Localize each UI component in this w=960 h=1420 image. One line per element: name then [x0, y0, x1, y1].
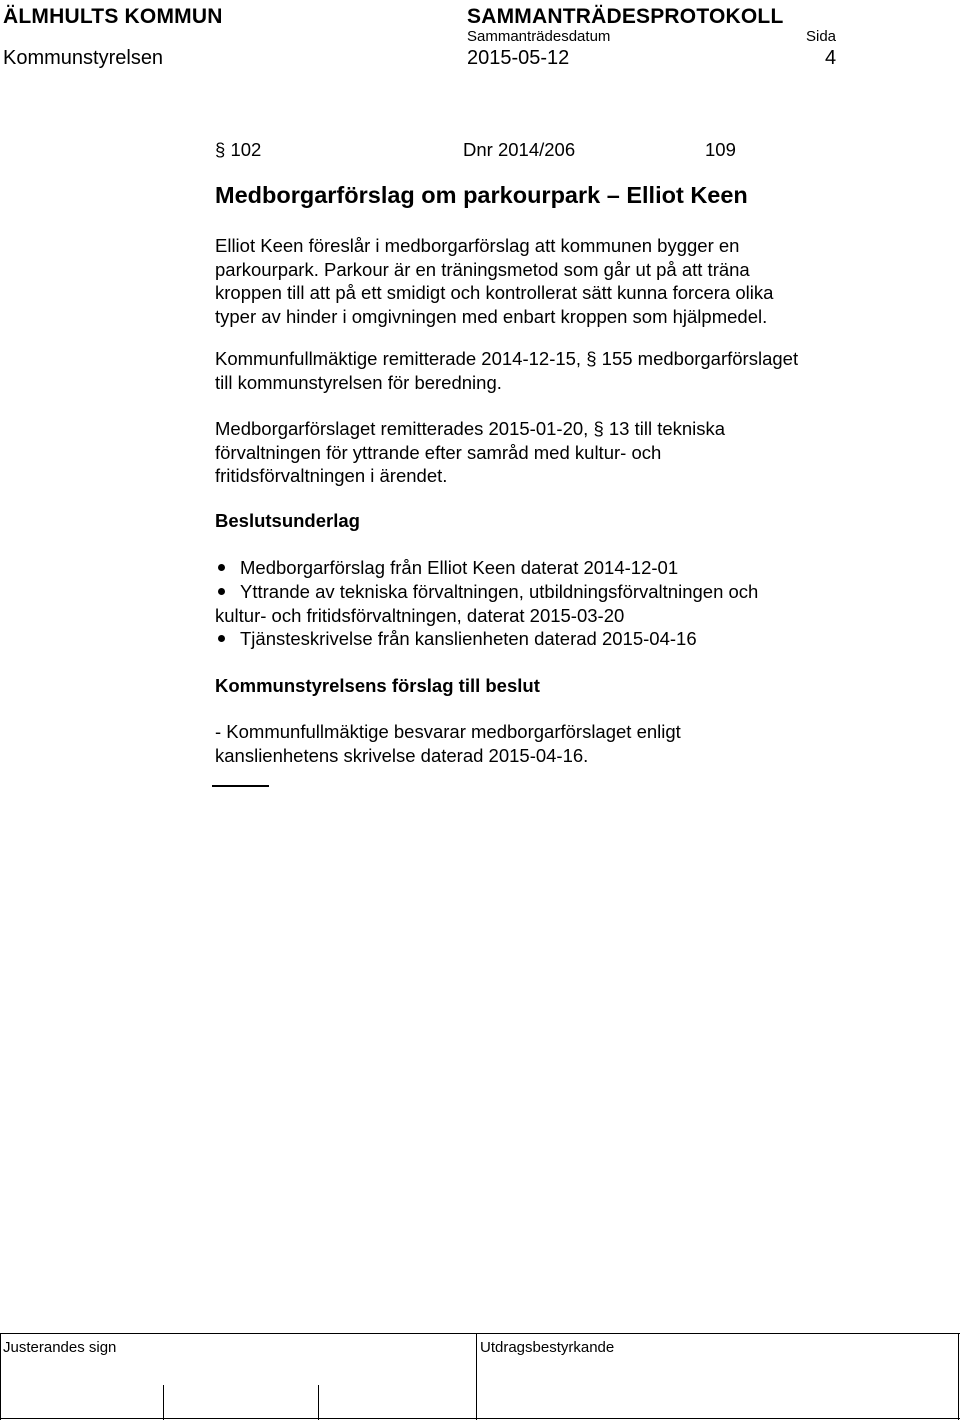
list-item: Tjänsteskrivelse från kanslienheten daterad 2015-04-16 — [240, 628, 697, 649]
signature-box-divider — [476, 1333, 477, 1420]
paragraph-line: förvaltningen för yttrande efter samråd med kultur- och — [215, 441, 662, 463]
date-label: Sammanträdesdatum — [467, 28, 611, 45]
paragraph-line: fritidsförvaltningen i ärendet. — [215, 465, 448, 486]
list-item-continuation: kultur- och fritidsförvaltningen, daterat 2015-03-20 — [215, 605, 625, 626]
footer-top-rule — [0, 1333, 960, 1334]
bullet-icon — [218, 564, 225, 571]
paragraph-line: kanslienhetens skrivelse daterad 2015-04-16. — [215, 744, 589, 766]
proposal-heading: Kommunstyrelsens förslag till beslut — [215, 675, 540, 696]
signature-box-border — [0, 1333, 1, 1420]
section-mark: § — [215, 139, 226, 160]
item-code: 109 — [705, 139, 736, 160]
section-mark: § — [586, 348, 597, 369]
paragraph-line: - Kommunfullmäktige besvarar medborgarförslaget enligt — [215, 721, 681, 742]
paragraph-line: parkourpark. Parkour är en träningsmetod som går ut på att träna — [215, 258, 750, 280]
signature-box-divider — [163, 1385, 164, 1420]
municipality-name: ÄLMHULTS KOMMUN — [3, 5, 223, 28]
paragraph-line: till kommunstyrelsen för beredning. — [215, 371, 502, 393]
meeting-date: 2015-05-12 — [467, 47, 570, 69]
signature-box-divider — [318, 1385, 319, 1420]
item-number: 102 — [230, 139, 262, 160]
footer-bottom-rule — [0, 1418, 960, 1419]
list-item: Medborgarförslag från Elliot Keen daterat 2014-12-01 — [240, 557, 679, 578]
committee-name: Kommunstyrelsen — [3, 47, 164, 69]
paragraph-consultation — [215, 417, 855, 488]
decision-basis-heading: Beslutsunderlag — [215, 510, 360, 531]
page-label: Sida — [806, 28, 837, 45]
proposal-text — [215, 720, 855, 767]
diary-number: Dnr 2014/206 — [463, 139, 576, 160]
bullet-icon — [218, 635, 225, 642]
end-rule — [212, 785, 269, 787]
paragraph-line: typer av hinder i omgivningen med enbart kroppen som hjälpmedel. — [215, 305, 768, 327]
paragraph-description — [215, 234, 855, 328]
paragraph-line: Kommunfullmäktige remitterade 2014-12-15, § 155 medborgarförslaget — [215, 348, 799, 369]
certification-label: Utdragsbestyrkande — [480, 1339, 615, 1356]
bullet-icon — [218, 588, 225, 595]
section-number — [215, 138, 261, 162]
paragraph-line: Elliot Keen föreslår i medborgarförslag att kommunen bygger en — [215, 235, 740, 256]
page-number: 4 — [825, 47, 837, 69]
paragraph-line: Medborgarförslaget remitterades 2015-01-20, § 13 till tekniska — [215, 418, 726, 439]
paragraph-referral — [215, 347, 855, 394]
item-title: Medborgarförslag om parkourpark – Elliot Keen — [215, 182, 748, 208]
document-type: SAMMANTRÄDESPROTOKOLL — [467, 5, 784, 28]
section-mark: § — [593, 418, 604, 439]
list-item: Yttrande av tekniska förvaltningen, utbildningsförvaltningen och — [240, 581, 759, 602]
signature-box-border — [958, 1333, 959, 1420]
paragraph-line: kroppen till att på ett smidigt och kontrollerat sätt kunna forcera olika — [215, 282, 774, 303]
signature-label: Justerandes sign — [3, 1339, 117, 1356]
